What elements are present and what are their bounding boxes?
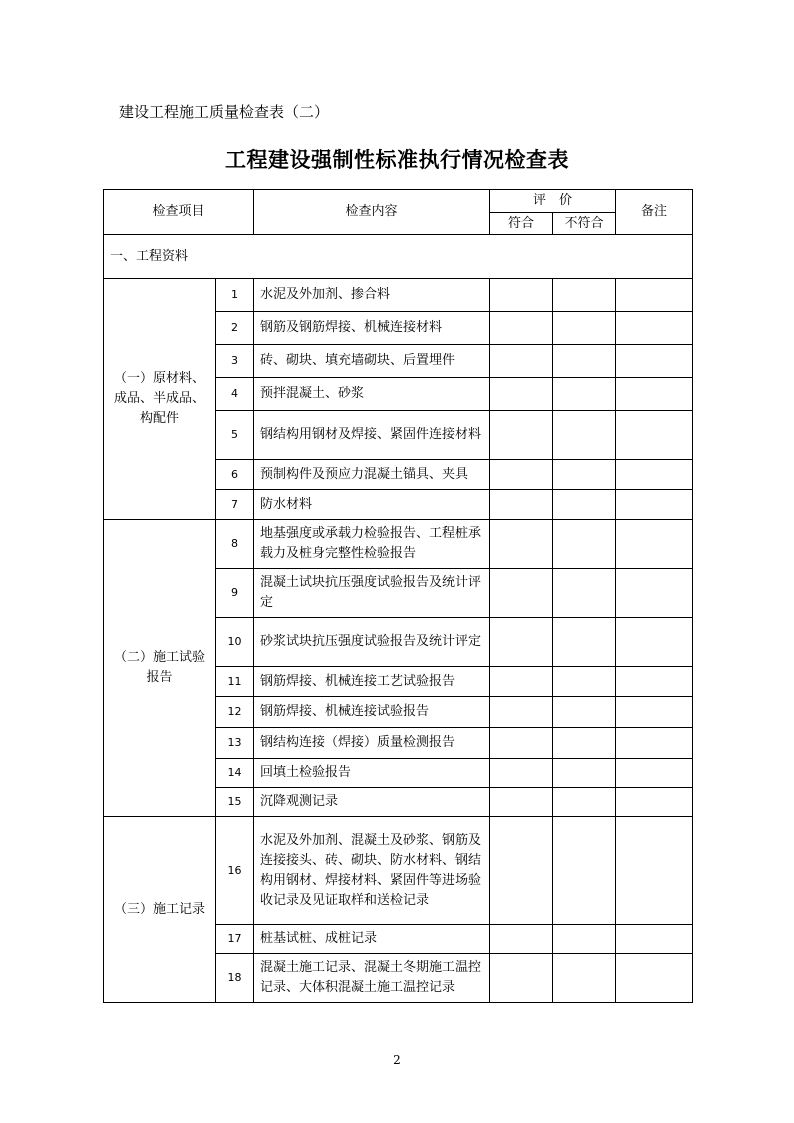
row-number: 3	[216, 345, 254, 378]
nonconform-cell[interactable]	[553, 345, 616, 378]
conform-cell[interactable]	[490, 279, 553, 312]
header-content: 检查内容	[254, 190, 490, 235]
nonconform-cell[interactable]	[553, 925, 616, 954]
row-content: 钢结构用钢材及焊接、紧固件连接材料	[254, 411, 490, 460]
row-number: 4	[216, 378, 254, 411]
conform-cell[interactable]	[490, 490, 553, 520]
row-content: 水泥及外加剂、掺合料	[254, 279, 490, 312]
remarks-cell[interactable]	[616, 817, 693, 925]
row-number: 13	[216, 728, 254, 759]
row-number: 8	[216, 520, 254, 569]
row-number: 2	[216, 312, 254, 345]
row-content: 回填土检验报告	[254, 759, 490, 788]
conform-cell[interactable]	[490, 411, 553, 460]
row-number: 14	[216, 759, 254, 788]
row-content: 防水材料	[254, 490, 490, 520]
conform-cell[interactable]	[490, 378, 553, 411]
row-number: 9	[216, 569, 254, 618]
nonconform-cell[interactable]	[553, 279, 616, 312]
header-item: 检查项目	[104, 190, 254, 235]
row-number: 6	[216, 460, 254, 490]
nonconform-cell[interactable]	[553, 817, 616, 925]
table-row	[104, 520, 693, 569]
remarks-cell[interactable]	[616, 345, 693, 378]
remarks-cell[interactable]	[616, 728, 693, 759]
conform-cell[interactable]	[490, 817, 553, 925]
conform-cell[interactable]	[490, 667, 553, 697]
remarks-cell[interactable]	[616, 460, 693, 490]
conform-cell[interactable]	[490, 728, 553, 759]
header-conform: 符合	[490, 213, 553, 235]
conform-cell[interactable]	[490, 697, 553, 728]
row-content: 混凝土施工记录、混凝土冬期施工温控记录、大体积混凝土施工温控记录	[254, 954, 490, 1003]
remarks-cell[interactable]	[616, 490, 693, 520]
remarks-cell[interactable]	[616, 925, 693, 954]
row-content: 钢筋焊接、机械连接工艺试验报告	[254, 667, 490, 697]
remarks-cell[interactable]	[616, 378, 693, 411]
section-row	[104, 235, 693, 279]
nonconform-cell[interactable]	[553, 569, 616, 618]
document-subtitle: 建设工程施工质量检查表（二）	[119, 103, 330, 121]
document-title: 工程建设强制性标准执行情况检查表	[225, 148, 569, 172]
nonconform-cell[interactable]	[553, 312, 616, 345]
row-content: 预拌混凝土、砂浆	[254, 378, 490, 411]
remarks-cell[interactable]	[616, 520, 693, 569]
remarks-cell[interactable]	[616, 312, 693, 345]
row-content: 砂浆试块抗压强度试验报告及统计评定	[254, 618, 490, 667]
conform-cell[interactable]	[490, 569, 553, 618]
category-label: （三）施工记录	[104, 817, 216, 1003]
remarks-cell[interactable]	[616, 667, 693, 697]
row-content: 钢筋焊接、机械连接试验报告	[254, 697, 490, 728]
table-row	[104, 279, 693, 312]
section-label: 一、工程资料	[104, 235, 693, 279]
conform-cell[interactable]	[490, 345, 553, 378]
row-number: 11	[216, 667, 254, 697]
row-number: 5	[216, 411, 254, 460]
remarks-cell[interactable]	[616, 569, 693, 618]
conform-cell[interactable]	[490, 925, 553, 954]
conform-cell[interactable]	[490, 312, 553, 345]
conform-cell[interactable]	[490, 460, 553, 490]
conform-cell[interactable]	[490, 520, 553, 569]
category-label: （二）施工试验报告	[104, 520, 216, 817]
remarks-cell[interactable]	[616, 279, 693, 312]
row-content: 混凝土试块抗压强度试验报告及统计评定	[254, 569, 490, 618]
header-remarks: 备注	[616, 190, 693, 235]
row-number: 18	[216, 954, 254, 1003]
nonconform-cell[interactable]	[553, 954, 616, 1003]
row-number: 7	[216, 490, 254, 520]
remarks-cell[interactable]	[616, 759, 693, 788]
nonconform-cell[interactable]	[553, 490, 616, 520]
conform-cell[interactable]	[490, 788, 553, 817]
nonconform-cell[interactable]	[553, 759, 616, 788]
conform-cell[interactable]	[490, 618, 553, 667]
row-number: 12	[216, 697, 254, 728]
row-number: 1	[216, 279, 254, 312]
header-nonconform: 不符合	[553, 213, 616, 235]
nonconform-cell[interactable]	[553, 667, 616, 697]
row-content: 水泥及外加剂、混凝土及砂浆、钢筋及连接接头、砖、砌块、防水材料、钢结构用钢材、焊接材料、紧固件等进场验收记录及见证取样和送检记录	[254, 817, 490, 925]
nonconform-cell[interactable]	[553, 520, 616, 569]
nonconform-cell[interactable]	[553, 460, 616, 490]
header-evaluation: 评 价	[490, 190, 616, 213]
conform-cell[interactable]	[490, 954, 553, 1003]
nonconform-cell[interactable]	[553, 411, 616, 460]
row-number: 16	[216, 817, 254, 925]
row-content: 预制构件及预应力混凝土锚具、夹具	[254, 460, 490, 490]
remarks-cell[interactable]	[616, 411, 693, 460]
row-number: 10	[216, 618, 254, 667]
table-row	[104, 817, 693, 925]
row-content: 砖、砌块、填充墙砌块、后置埋件	[254, 345, 490, 378]
row-number: 15	[216, 788, 254, 817]
row-content: 桩基试桩、成桩记录	[254, 925, 490, 954]
nonconform-cell[interactable]	[553, 788, 616, 817]
page-number: 2	[393, 1053, 401, 1067]
remarks-cell[interactable]	[616, 697, 693, 728]
remarks-cell[interactable]	[616, 618, 693, 667]
conform-cell[interactable]	[490, 759, 553, 788]
row-content: 钢筋及钢筋焊接、机械连接材料	[254, 312, 490, 345]
remarks-cell[interactable]	[616, 788, 693, 817]
category-label: （一）原材料、成品、半成品、构配件	[104, 279, 216, 520]
nonconform-cell[interactable]	[553, 618, 616, 667]
header-row	[104, 190, 693, 213]
row-content: 地基强度或承载力检验报告、工程桩承载力及桩身完整性检验报告	[254, 520, 490, 569]
row-content: 沉降观测记录	[254, 788, 490, 817]
remarks-cell[interactable]	[616, 954, 693, 1003]
nonconform-cell[interactable]	[553, 378, 616, 411]
nonconform-cell[interactable]	[553, 697, 616, 728]
nonconform-cell[interactable]	[553, 728, 616, 759]
row-number: 17	[216, 925, 254, 954]
inspection-table	[103, 189, 693, 1003]
row-content: 钢结构连接（焊接）质量检测报告	[254, 728, 490, 759]
